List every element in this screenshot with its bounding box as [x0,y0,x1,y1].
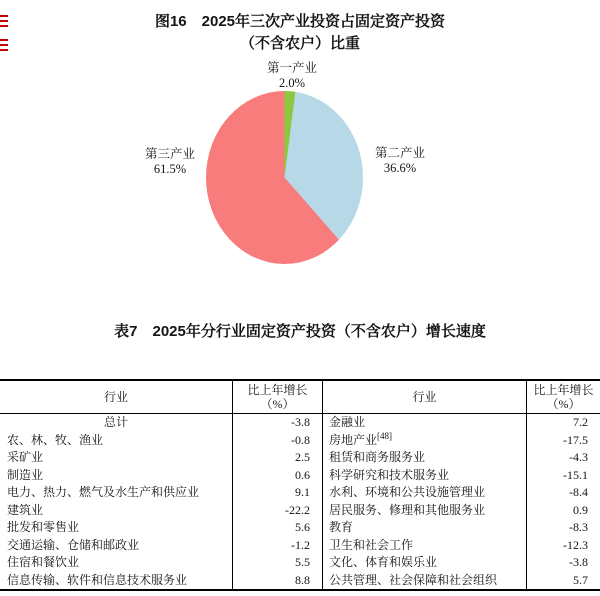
growth-value-left: 5.6 [233,519,323,537]
col-header-industry-right: 行业 [323,381,527,413]
industry-cell-right: 卫生和社会工作 [323,537,527,555]
industry-growth-table [0,379,600,591]
growth-value-left: -1.2 [233,537,323,555]
growth-value-left: 0.6 [233,467,323,485]
industry-cell-left: 交通运输、仓储和邮政业 [0,537,233,555]
growth-value-right: -4.3 [569,450,588,464]
table-row [0,572,600,590]
industry-cell-left: 住宿和餐饮业 [0,554,233,572]
industry-cell-right: 科学研究和技术服务业 [323,467,527,485]
table-title: 表7 2025年分行业固定资产投资（不含农户）增长速度 [114,323,486,340]
growth-value-right: 7.2 [573,415,588,429]
table-row [0,554,600,572]
table-row [0,467,600,485]
growth-value-right: -3.8 [569,555,588,569]
table-header-row [0,381,600,414]
pie-label-tertiary-industry [115,147,225,177]
industry-cell-left: 建筑业 [0,502,233,520]
figure-title [0,11,600,55]
growth-value-left: -3.8 [233,414,323,432]
table-body [0,414,600,589]
pie-label-value: 61.5% [153,162,187,176]
col-header-industry-left: 行业 [0,381,233,413]
industry-cell-left: 电力、热力、燃气及水生产和供应业 [0,484,233,502]
pie-label-value: 36.6% [383,161,417,175]
table-row [0,537,600,555]
growth-value-left: 2.5 [233,449,323,467]
growth-value-left: 9.1 [233,484,323,502]
industry-cell-right: 水利、环境和公共设施管理业 [323,484,527,502]
table-row [0,502,600,520]
growth-value-left: -22.2 [233,502,323,520]
pie-label-name: 第一产业 [266,61,317,75]
figure-title-line2: （不含农户）比重 [239,35,360,52]
figure-title-line1: 图16 2025年三次产业投资占固定资产投资 [154,13,446,30]
industry-cell-left: 总计 [0,414,233,432]
pie-chart [206,91,363,264]
industry-cell-right: 房地产业[48] [323,432,527,450]
industry-cell-right: 租赁和商务服务业 [323,449,527,467]
growth-value-right: 5.7 [573,572,588,587]
table-row [0,432,600,450]
industry-cell-left: 信息传输、软件和信息技术服务业 [0,572,233,590]
table-row [0,414,600,432]
col-header-growth-left: 比上年增长 （%） [233,381,323,413]
industry-cell-left: 批发和零售业 [0,519,233,537]
industry-cell-left: 农、林、牧、渔业 [0,432,233,450]
pie-label-name: 第二产业 [374,146,425,160]
table-row [0,449,600,467]
growth-value-right: -12.3 [563,537,588,552]
growth-value-right: -8.3 [569,520,588,534]
growth-value-left: -0.8 [233,432,323,450]
industry-cell-right: 教育 [323,519,527,537]
growth-value-right: -15.1 [563,467,588,482]
footnote-reference: [48] [377,431,393,441]
industry-cell-right: 金融业 [323,414,527,432]
table-row [0,519,600,537]
growth-value-right: -8.4 [569,485,588,499]
growth-value-left: 5.5 [233,554,323,572]
col-header-growth-right: 比上年增长 （%） [533,383,594,411]
pie-label-primary-industry [237,61,347,91]
industry-cell-left: 制造业 [0,467,233,485]
growth-value-right: 0.9 [573,502,588,517]
industry-cell-right: 居民服务、修理和其他服务业 [323,502,527,520]
pie-label-value: 2.0% [278,76,306,90]
table-row [0,484,600,502]
growth-value-left: 8.8 [233,572,323,590]
industry-cell-left: 采矿业 [0,449,233,467]
growth-value-right: -17.5 [563,432,588,447]
pie-label-secondary-industry [345,146,455,176]
pie-label-name: 第三产业 [144,147,195,161]
industry-cell-right: 文化、体育和娱乐业 [323,554,527,572]
industry-cell-right: 公共管理、社会保障和社会组织 [323,572,527,590]
